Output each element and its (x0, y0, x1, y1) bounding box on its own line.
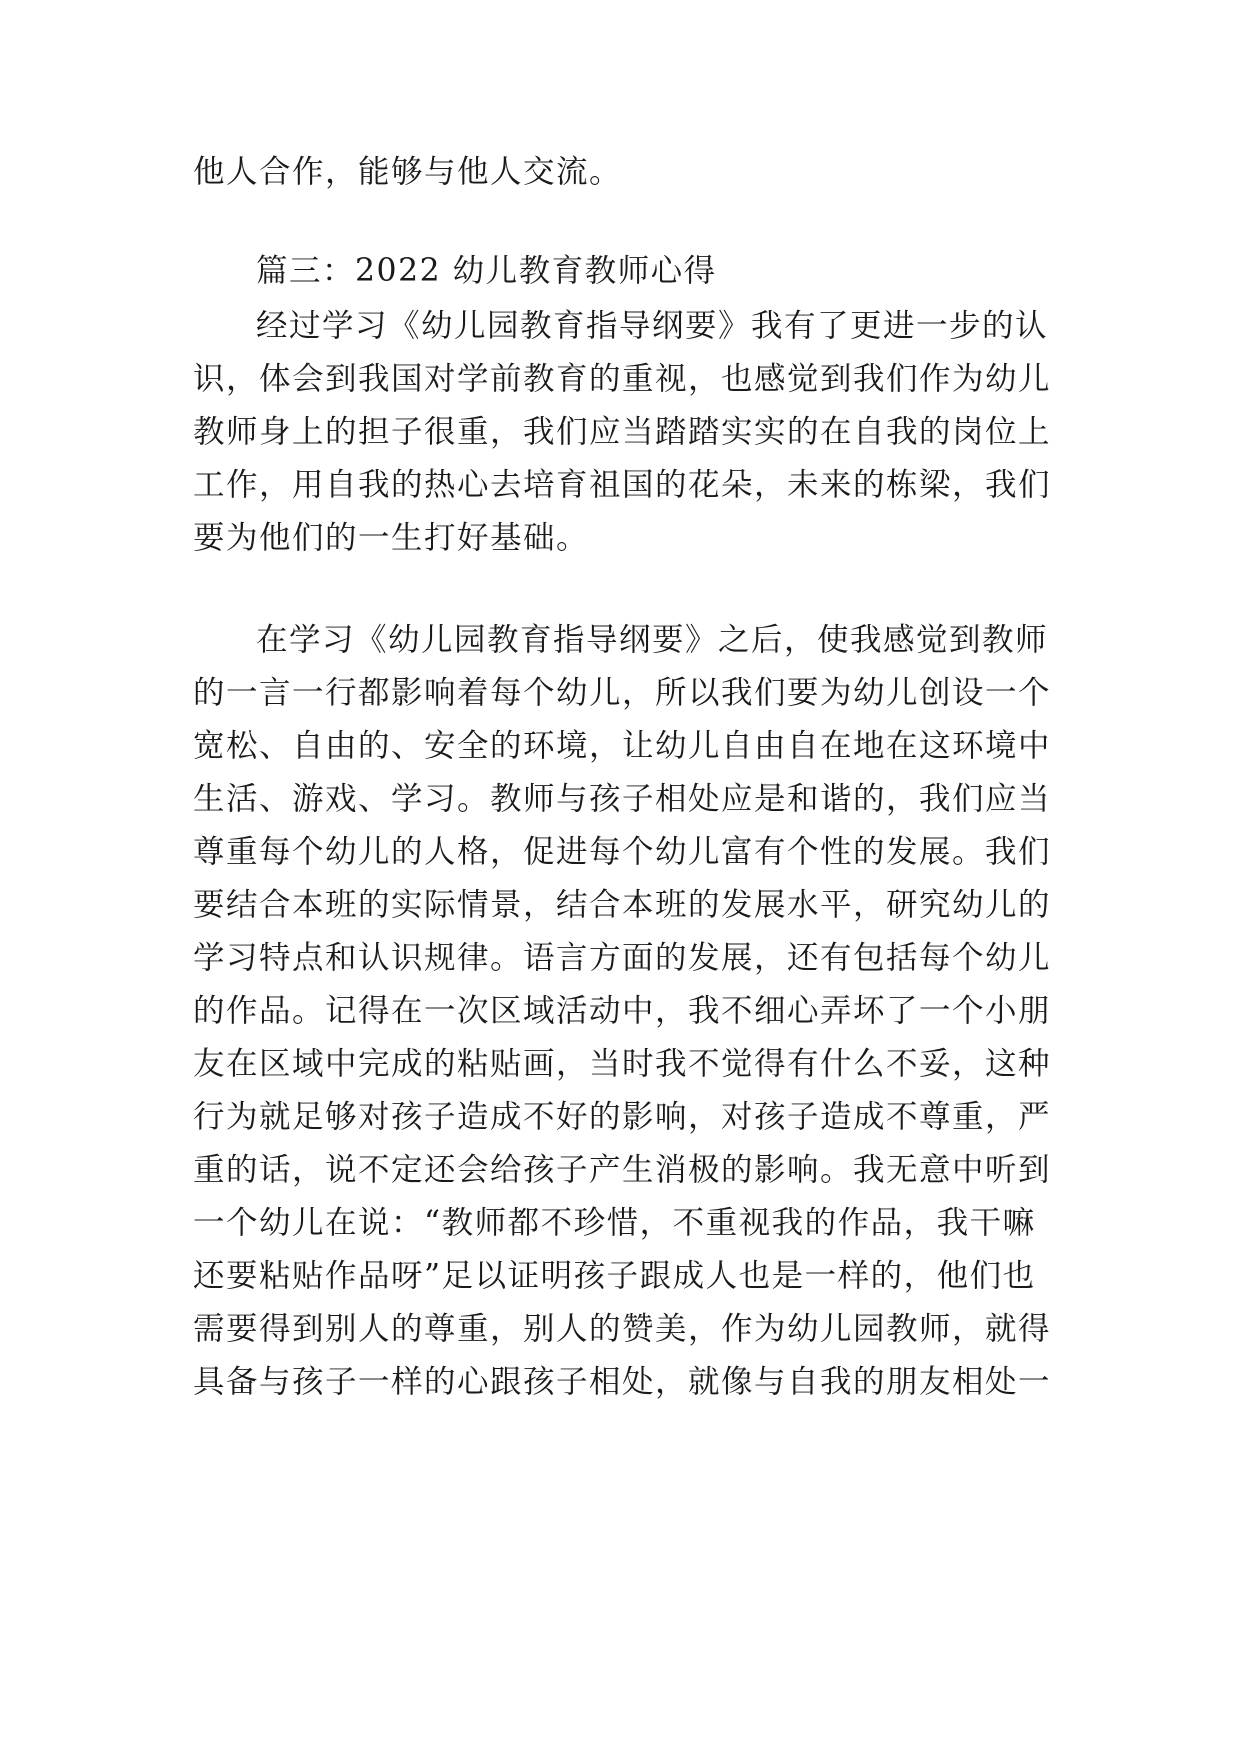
text-line: 还要粘贴作品呀”足以证明孩子跟成人也是一样的，他们也 (193, 1258, 1036, 1294)
section-title: 篇三：2022 幼儿教育教师心得 (256, 253, 717, 289)
text-line: 在学习《幼儿园教育指导纲要》之后，使我感觉到教师 (256, 622, 1049, 658)
text-line: 宽松、自由的、安全的环境，让幼儿自由自在地在这环境中 (193, 728, 1052, 764)
text-line: 重的话，说不定还会给孩子产生消极的影响。我无意中听到 (193, 1152, 1052, 1188)
text-line: 要为他们的一生打好基础。 (193, 520, 590, 556)
text-line: 行为就足够对孩子造成不好的影响，对孩子造成不尊重，严 (193, 1099, 1052, 1135)
text-line: 生活、游戏、学习。教师与孩子相处应是和谐的，我们应当 (193, 781, 1052, 817)
text-line: 友在区域中完成的粘贴画，当时我不觉得有什么不妥，这种 (193, 1046, 1052, 1082)
text-line: 识，体会到我国对学前教育的重视，也感觉到我们作为幼儿 (193, 361, 1052, 397)
text-line: 他人合作，能够与他人交流。 (193, 154, 623, 190)
text-line: 需要得到别人的尊重，别人的赞美，作为幼儿园教师，就得 (193, 1311, 1052, 1347)
text-line: 教师身上的担子很重，我们应当踏踏实实的在自我的岗位上 (193, 414, 1052, 450)
text-line: 一个幼儿在说：“教师都不珍惜，不重视我的作品，我干嘛 (193, 1205, 1036, 1241)
text-line: 的作品。记得在一次区域活动中，我不细心弄坏了一个小朋 (193, 993, 1052, 1029)
text-line: 工作，用自我的热心去培育祖国的花朵，未来的栋梁，我们 (193, 467, 1052, 503)
text-line: 具备与孩子一样的心跟孩子相处，就像与自我的朋友相处一 (193, 1364, 1052, 1400)
text-line: 要结合本班的实际情景，结合本班的发展水平，研究幼儿的 (193, 887, 1052, 923)
text-line: 尊重每个幼儿的人格，促进每个幼儿富有个性的发展。我们 (193, 834, 1052, 870)
text-line: 经过学习《幼儿园教育指导纲要》我有了更进一步的认 (256, 308, 1049, 344)
text-line: 学习特点和认识规律。语言方面的发展，还有包括每个幼儿 (193, 940, 1052, 976)
text-line: 的一言一行都影响着每个幼儿，所以我们要为幼儿创设一个 (193, 675, 1052, 711)
